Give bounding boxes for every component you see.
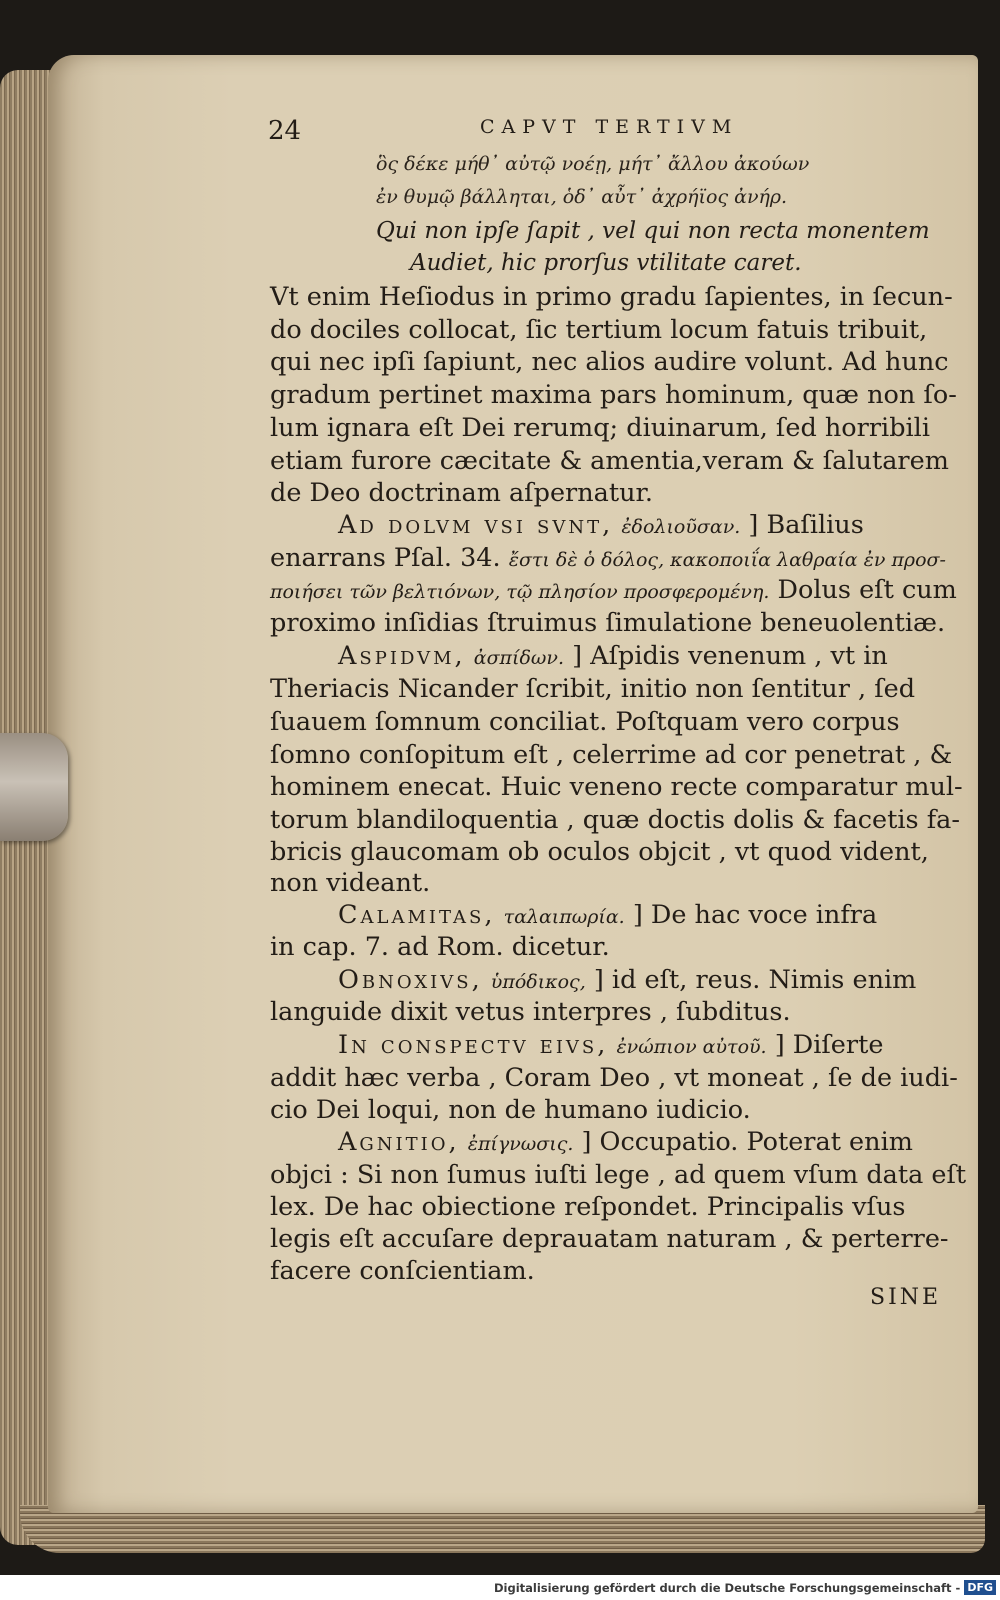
lemma: In conspectv eivs, — [338, 1030, 609, 1060]
lemma: Aspidvm, — [338, 641, 466, 671]
greek-verse-line-2: ἐν θυμῷ βάλληται, ὁδ᾽ αὖτ᾽ ἀχρήϊος ἀνήρ. — [376, 186, 788, 208]
entry-text: ] Aſpidis venenum , vt in — [572, 641, 888, 671]
page-clip — [0, 733, 68, 841]
paragraph-line: gradum pertinet maxima pars hominum, quæ non ſo- — [270, 380, 957, 410]
dfg-logo: DFG — [964, 1580, 996, 1595]
paragraph-line: qui nec ipſi ſapiunt, nec alios audire volunt. Ad hunc — [270, 347, 949, 377]
entry-agnitio-line: facere conſcientiam. — [270, 1256, 535, 1286]
entry-text: ] Baſilius — [748, 510, 864, 540]
entry-aspidum-line: non videant. — [270, 868, 431, 898]
entry-aspidum-line: ſomno conſopitum eſt , celerrime ad cor penetrat , & — [270, 740, 953, 770]
paragraph-line: etiam furore cæcitate & amentia,veram & ſalutarem — [270, 446, 949, 476]
entry-agnitio-line: objci : Si non ſumus iuſti lege , ad quem vſum data eſt — [270, 1160, 967, 1190]
entry-aspidum-line: torum blandiloquentia , quæ doctis dolis & facetis fa- — [270, 805, 960, 835]
catchword: SINE — [870, 1285, 942, 1310]
latin-verse-line-1: Qui non ipſe ſapit , vel qui non recta monentem — [376, 218, 930, 244]
entry-calamitas-line-1 — [338, 900, 877, 930]
entry-agnitio-line: legis eſt accuſare deprauatam naturam , & perterre- — [270, 1224, 949, 1254]
greek-term: ἀσπίδων. — [473, 647, 564, 669]
lemma: Ad dolvm vsi svnt, — [338, 510, 614, 540]
entry-conspectu-line-2: addit hæc verba , Coram Deo , vt moneat , ſe de iudi- — [270, 1063, 958, 1093]
greek-term: ὑπόδικος, — [490, 971, 586, 993]
entry-obnoxius-line-2: languide dixit vetus interpres , ſubditus. — [270, 997, 791, 1027]
entry-agnitio-line-1 — [338, 1127, 913, 1157]
funding-credit: Digitalisierung gefördert durch die Deutsche Forschungsgemeinschaft - — [493, 1580, 961, 1595]
lemma: Agnitio, — [338, 1127, 460, 1157]
greek-verse-line-1: ὃς δέκε μήθ᾽ αὐτῷ νοέῃ, μήτ᾽ ἄλλου ἀκούων — [376, 153, 810, 175]
paragraph-line: lum ignara eſt Dei rerumq; diuinarum, ſed horribili — [270, 413, 930, 443]
entry-text: ] De hac voce infra — [632, 900, 878, 930]
latin-verse-line-2: Audiet, hic prorſus vtilitate caret. — [410, 250, 802, 276]
entry-obnoxius-line-1 — [338, 965, 916, 995]
entry-dolum-line-2 — [270, 543, 946, 573]
greek-term: ταλαιπωρία. — [503, 906, 625, 928]
greek-term: ἐδολιοῦσαν. — [621, 516, 741, 538]
entry-conspectu-line-3: cio Dei loqui, non de humano iudicio. — [270, 1095, 751, 1125]
entry-aspidum-line: bricis glaucomam ob oculos objcit , vt quod vident, — [270, 837, 929, 867]
entry-dolum-line-4: proximo inſidias ſtruimus ſimulatione beneuolentiæ. — [270, 608, 946, 638]
entry-aspidum-line: ſuauem ſomnum conciliat. Poſtquam vero corpus — [270, 707, 900, 737]
entry-dolum-line-1 — [338, 510, 864, 540]
digitization-footer — [0, 1575, 1000, 1600]
paragraph-line: do dociles collocat, ſic tertium locum fatuis tribuit, — [270, 315, 928, 345]
running-title: CAPVT TERTIVM — [480, 116, 739, 138]
greek-quote: ποιήσει τῶν βελτιόνων, τῷ πλησίον προσφερομένη. — [270, 581, 770, 603]
entry-text: Dolus eſt cum — [777, 575, 957, 605]
page-number: 24 — [268, 116, 302, 146]
greek-quote: ἔστι δὲ ὁ δόλος, κακοποιΐα λαθραία ἐν προσ- — [508, 549, 946, 571]
paragraph-line: de Deo doctrinam aſpernatur. — [270, 478, 654, 508]
lemma: Calamitas, — [338, 900, 496, 930]
entry-text: ] id eſt, reus. Nimis enim — [593, 965, 917, 995]
entry-aspidum-line: Theriacis Nicander ſcribit, initio non ſentitur , ſed — [270, 674, 916, 704]
entry-text: ] Occupatio. Poterat enim — [581, 1127, 913, 1157]
lemma: Obnoxivs, — [338, 965, 483, 995]
entry-conspectu-line-1 — [338, 1030, 883, 1060]
entry-aspidum-line-1 — [338, 641, 888, 671]
greek-term: ἐπίγνωσις. — [467, 1133, 574, 1155]
entry-text: enarrans Pſal. 34. — [270, 543, 501, 573]
entry-text: ] Diſerte — [774, 1030, 884, 1060]
entry-dolum-line-3 — [270, 575, 957, 605]
paragraph-line: Vt enim Heſiodus in primo gradu ſapientes, in ſecun- — [270, 282, 953, 312]
entry-agnitio-line: lex. De hac obiectione reſpondet. Principalis vſus — [270, 1192, 906, 1222]
greek-term: ἐνώπιον αὐτοῦ. — [616, 1036, 767, 1058]
entry-aspidum-line: hominem enecat. Huic veneno recte comparatur mul- — [270, 772, 963, 802]
entry-calamitas-line-2: in cap. 7. ad Rom. dicetur. — [270, 932, 610, 962]
